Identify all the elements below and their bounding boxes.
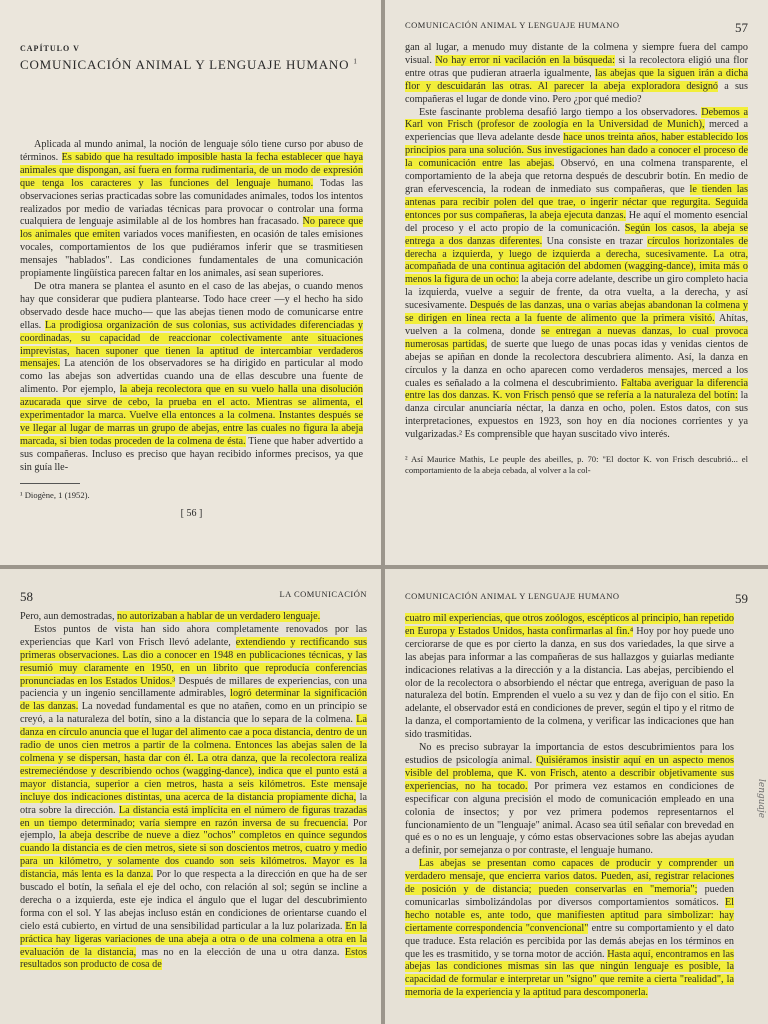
text-run: Pero, aun demostradas,	[20, 611, 118, 622]
page-number: 59	[735, 591, 748, 606]
text-run: No es preciso subrayar la importancia de estos descubrimientos para los estudios de psicología animal.	[405, 742, 734, 766]
text-run: pueden comunicarlas simbolizándolas por diversos comportamientos somáticos.	[405, 884, 734, 908]
page-59	[385, 569, 768, 1024]
chapter-label: CAPÍTULO V	[20, 44, 80, 53]
running-header	[405, 591, 748, 607]
text-run: a sus compañeras el lugar de donde vino. Pero ¿por qué medio?	[405, 80, 748, 105]
highlighted-text: la abeja recolectora que en su vuelo halla una disolución azucarada que sirve de cebo, la prueba en el acto. Mientras se alimenta, el experimentador la marca. Vuelve ella entonces a la colmena. Instantes después se ve llegar al lugar de marras un grupo de abejas, entre las cuales no figura la abeja marcada, si bien todas proceden de la colmena de ésta.	[20, 384, 363, 447]
page-58	[0, 569, 381, 1024]
handwritten-margin-note: lenguaje	[756, 779, 766, 819]
text-run: la abeja corre adelante, describe un giro completo hacia la izquierda, vuelve a seguir de frente, da otra vuelta, a la derecha, y así sucesivamente.	[405, 274, 748, 312]
highlighted-text: Hasta aquí, encontramos en las abejas las condiciones mismas sin las que ningún lenguaje es posible, la capacidad de formular e interpretar un "signo" que remite a cierta "realidad", la memoria de la experiencia y la aptitud para descomponerla.	[405, 948, 734, 999]
running-header-title: COMUNICACIÓN ANIMAL Y LENGUAJE HUMANO	[405, 20, 620, 30]
paragraph	[405, 858, 734, 1000]
highlighted-text: Es sabido que ha resultado imposible hasta la fecha establecer que haya animales que dispongan, así fuera en forma rudimentaria, de un modo de expresión que tenga los caracteres y las funciones del lenguaje humano.	[20, 151, 363, 189]
paragraph	[405, 742, 734, 858]
text-run: Todas las observaciones serias practicadas sobre las comunidades animales, todos los intentos realizados por medio de variadas técnicas para provocar o controlar una forma cualquiera de lenguaje asimilable al de los hombres han fracasado.	[20, 177, 363, 228]
text-run: Observó, en una colmena transparente, el comportamiento de la abeja que retorna después de descubrir botín. En medio de gran efervescencia, la rodean de inmediato sus compañeras, que	[405, 158, 749, 195]
highlighted-text: las abejas que la siguen irán a dicha flor y descuidarán las otras. Al parecer la abeja exploradora designó	[405, 67, 748, 92]
footnote: ¹ Diogène, 1 (1952).	[20, 489, 90, 500]
page-57	[385, 0, 768, 565]
body-text	[20, 611, 367, 972]
text-run: merced a experiencias que lleva adelante desde	[405, 119, 748, 144]
text-run: de suerte que luego de unas pocas idas y venidas cientos de abejas se apiñan en donde la recolectora descubriera alimento. Así, la danza en círculos y la danza en ocho aparecen como verdaderos mensajes, merced a los cuales es señalado a la colmena el descubrimiento.	[405, 338, 748, 389]
text-run: si la recolectora eligió una flor entre otras que pudieran atraerla igualmente,	[405, 54, 748, 79]
footnote-separator	[20, 483, 80, 484]
text-run: Ahítas, vuelven a la colmena, donde	[405, 313, 748, 337]
highlighted-text: extendiendo y rectificando sus primeras observaciones. Las dio a conocer en 1948 en publicaciones técnicas, y las resumió muy claramente en 1950, en un librito que reproducía conferencias pronunciadas en los Estados Unidos.³	[20, 636, 367, 687]
highlighted-text: En la práctica hay ligeras variaciones de una abeja a otra o de una colmena a otra en la evaluación de la distancia,	[20, 920, 367, 958]
page-number: 57	[735, 20, 748, 35]
highlighted-text: la abeja describe de nueve a diez "ochos" completos en quince segundos cuando la distancia es de cien metros, siete si son doscientos metros, cuatro y medio para un kilómetro, y solamente dos cuando son seis kilómetros. Mayor es la distancia, más lenta es la danza.	[20, 830, 367, 881]
highlighted-text: logró determinar la significación de las danzas.	[20, 688, 367, 713]
page-number: 58	[20, 589, 33, 604]
text-run: la otra sobre la dirección.	[20, 791, 367, 816]
paragraph	[20, 611, 367, 624]
text-run: Hoy por hoy puede uno cerciorarse de que es por cierto la danza, en sus dos variedades, la que sirve a las abejas para informar a las compañeras de sus hallazgos y guiarlas mediante indicaciones relativas a la dirección y a la distancia. Las abejas, percibiendo el olor de la recolectora o absorbiendo el néctar que entrega, averiguan de paso la naturaleza del botín. Emprenden el vuelo a su vez y dan de fijo con el sitio. En adelante, el observador está en condiciones de prever, según el tipo y el ritmo de la danza, el comportamiento de la colmena, y verificar las indicaciones que han sido trasmitidas.	[405, 625, 735, 741]
highlighted-text: La prodigiosa organización de sus colonias, sus actividades diferenciadas y coordinadas, su capacidad de reaccionar colectivamente ante situaciones imprevistas, hacen suponer que tienen la aptitud de intercambiar verdaderos mensajes.	[20, 319, 363, 370]
paragraph	[20, 139, 363, 281]
text-run: mas no en la elección de una u otra danza.	[136, 946, 345, 958]
highlighted-text: Después de las danzas, una o varias abejas abandonan la colmena y se dirigen en línea recta a la fuente de alimento que la primera visitó.	[405, 300, 748, 325]
running-header-title: LA COMUNICACIÓN	[279, 589, 367, 599]
page-folio: [ 56 ]	[180, 508, 203, 520]
text-run: Por lo que respecta a la dirección en que ha de ser buscado el botín, la señala el eje del ocho, con relación al sol; según se incline a derecha o a izquierda, este eje indica el ángulo que el lugar del descubrimiento forma con el sol. Y las abejas incluso están en condiciones de orientarse cuando el cielo está cubierto, en virtud de una sensibilidad particular a la luz polarizada.	[20, 869, 367, 932]
text-run: La atención de los observadores se ha dirigido en particular al modo como las abejas son advertidas cuando una de ellas descubre una fuente de alimento. Por ejemplo,	[20, 358, 363, 396]
highlighted-text: se entregan a nuevas danzas, lo cual provoca numerosas partidas,	[405, 325, 748, 350]
body-text	[405, 42, 748, 442]
text-run: la danza circular anunciaría néctar, la danza en ocho, polen. Estos datos, con sus interpretaciones, expuestos en 1923, son hoy en día nociones corrientes y ya vulgarizadas.² Es comprensible que hayan suscitado vivo interés.	[405, 390, 748, 441]
highlighted-text: Las abejas se presentan como capaces de producir y comprender un verdadero mensaje, que encierra varios datos. Pueden, así, registrar relaciones de posición y de distancia; pueden conservarlas en "memoria";	[405, 858, 734, 896]
chapter-title-note: 1	[353, 57, 358, 66]
running-header-title: COMUNICACIÓN ANIMAL Y LENGUAJE HUMANO	[405, 591, 620, 601]
text-run: Después de millares de experiencias, con una paciencia y un ingenio sencillamente admirables,	[20, 675, 368, 700]
text-run: Este fascinante problema desafió largo tiempo a los observadores.	[419, 106, 702, 118]
text-run: He aquí el momento esencial del proceso y el acto propio de la comunicación.	[405, 209, 749, 234]
text-run: De otra manera se plantea el asunto en el caso de las abejas, o cuando menos hay que considerar que pudiera plantearse. Todo hace creer —y el hecho ha sido observado desde hace mucho— que las abejas tienen modo de comunicarse entre ellas.	[20, 280, 363, 331]
highlighted-text: cuatro mil experiencias, que otros zoólogos, escépticos al principio, han repetido en Europa y Estados Unidos, hasta confirmarlas al fin.⁴	[405, 613, 735, 637]
highlighted-text: no autorizaban a hablar de un verdadero lenguaje.	[117, 611, 321, 622]
highlighted-text: Debemos a Karl von Frisch (profesor de zoología en la Universidad de Munich),	[405, 106, 748, 131]
text-run: Por ejemplo,	[20, 817, 367, 842]
running-header	[20, 589, 367, 605]
paragraph	[405, 107, 748, 443]
text-run: variados voces manifiesten, en ocasión de tales emisiones vocales, comportamientos de los que pudiéramos inferir que se trasmitiesen mensajes "hablados". Las condiciones fundamentales de una comunicación propiamente lingüística parecen faltar en los animales, así sean superiores.	[20, 229, 364, 280]
paragraph	[405, 613, 734, 742]
running-header	[405, 20, 748, 36]
highlighted-text: le tienden las antenas para recibir polen del que trae, o ingerir néctar que regurgita. Seguida entonces por sus compañeras, la abeja ejecuta danzas.	[405, 183, 749, 221]
text-run: Estos puntos de vista han sido ahora completamente renovados por las experiencias que Karl von Frisch llevó adelante,	[20, 623, 367, 648]
highlighted-text: círculos horizontales de derecha a izquierda, y luego de izquierda a derecha, sucesivamente. La otra, acompañada de una continua agitación del abdomen (wagging-dance), imita más o menos la figura de un ocho:	[405, 235, 748, 286]
body-text	[20, 139, 363, 475]
text-run: entre su comportamiento y el dato que traduce. Esta relación es percibida por las demás abejas en los términos en que les es trasmitido, y se torna motor de acción.	[405, 922, 734, 960]
paragraph	[20, 281, 363, 475]
text-run: La novedad fundamental es que no atañen, como en un principio se creyó, a la naturaleza del botín, sino a la distancia que lo separa de la colmena.	[20, 701, 368, 726]
highlighted-text: Faltaba averiguar la diferencia entre las dos danzas. K. von Frisch pensó que se refería a la naturaleza del botín:	[405, 377, 748, 402]
chapter-title: COMUNICACIÓN ANIMAL Y LENGUAJE HUMANO $^1$	[20, 57, 358, 72]
paragraph	[405, 42, 748, 107]
highlighted-text: La distancia está implícita en el número de figuras trazadas en un tiempo determinado; varía siempre en razón inversa de su frecuencia.	[20, 804, 367, 829]
footnote: ² Así Maurice Mathis, Le peuple des abeilles, p. 70: "El doctor K. von Frisch descubrió... el comportamiento de la abeja cebada, al volver a la col-	[405, 454, 748, 475]
text-run: Una consiste en trazar	[542, 235, 648, 247]
highlighted-text: hace unos treinta años, haber establecido los principios para una solución. Sus investigaciones han dado a conocer el proceso de la comunicación entre las abejas.	[405, 132, 749, 170]
highlighted-text: Según los casos, la abeja se entrega a dos danzas diferentes.	[405, 222, 748, 247]
text-run: Tiene que haber advertido a sus compañeras. Incluso es preciso que hayan recibido informes precisos, ya que sin guía lle-	[20, 435, 363, 473]
paragraph	[20, 624, 367, 972]
body-text	[405, 613, 748, 1000]
highlighted-text: No parece que los animales que emiten	[20, 216, 364, 241]
highlighted-text: El hecho notable es, ante todo, que manifiesten aptitud para simbolizar: hay ciertamente correspondencia "convencional"	[405, 896, 734, 934]
highlighted-text: La danza en círculo anuncia que el lugar del alimento cae a poca distancia, dentro de un radio de unos cien metros a partir de la colmena. Entonces las abejas salen de la colmena y se dispersan, hasta dar con él. La otra danza, que la recolectora realiza estremeciéndose y describiendo ochos (wagging-dance), indica que el punto está a mayor distancia, superior a cien metros, hasta a seis kilómetros. Este mensaje incluye dos indicaciones distintas, una acerca de la distancia propiamente dicha,	[20, 714, 367, 803]
highlighted-text: Estos resultados son producto de cosa de	[20, 946, 367, 971]
highlighted-text: Quisiéramos insistir aquí en un aspecto menos visible del problema, que K. von Frisch, atento a describir objetivamente sus experiencias, no ha tocado.	[405, 754, 734, 792]
text-run: gan al lugar, a menudo muy distante de la colmena y siempre fuera del campo visual.	[405, 42, 748, 66]
page-56	[0, 0, 381, 565]
highlighted-text: No hay error ni vacilación en la búsqueda:	[435, 54, 615, 66]
text-run: Aplicada al mundo animal, la noción de lenguaje sólo tiene curso por abuso de términos.	[20, 139, 363, 163]
text-run: Por primera vez estamos en condiciones de especificar con alguna precisión el modo de comunicación empleado en una colonia de insectos; y por vez primera podemos representarnos el funcionamiento de un "lenguaje" animal. Acaso sea útil señalar con brevedad en qué es o no es un lenguaje, y cómo estas observaciones sobre las abejas ayudan a definir, por semejanza o por contraste, el lenguaje humano.	[405, 780, 734, 857]
